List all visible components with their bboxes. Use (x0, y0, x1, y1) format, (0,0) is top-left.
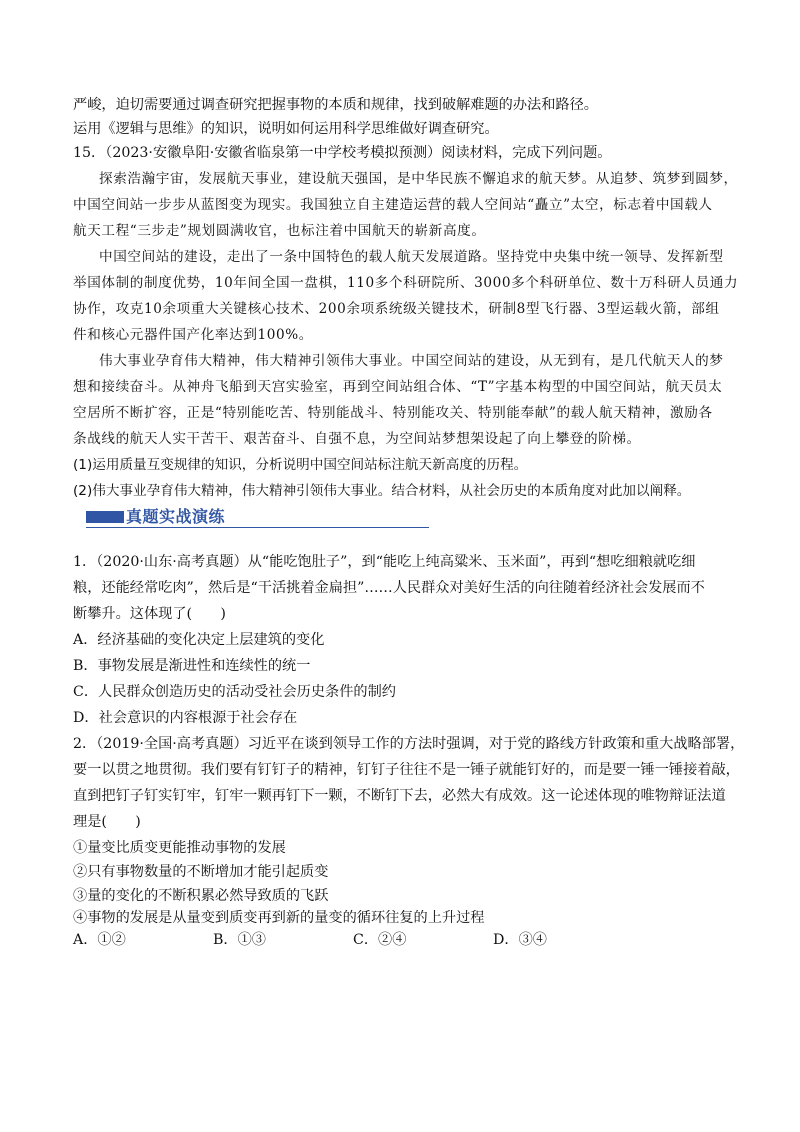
question-2-stem: 直到把钉子钉实钉牢，钉牢一颗再钉下一颗，不断钉下去，必然大有成效。这一论述体现的唯物辩证法道 (73, 788, 726, 804)
material-line: 件和核心元器件国产化率达到100%。 (73, 327, 313, 343)
question-1-stem: 粮，还能经常吃肉”，然后是“干活挑着金扁担”……人民群众对美好生活的向往随着经济社会发展而不 (73, 580, 705, 596)
material-line: 举国体制的制度优势，10年间全国一盘棋，110多个科研院所、3000多个科研单位、数十万科研人员通力 (73, 275, 739, 291)
question-2-stem: 理是( ) (73, 814, 141, 830)
material-line: 空居所不断扩容，正是“特别能吃苦、特别能战斗、特别能攻关、特别能奉献”的载人航天精神，激励各 (73, 405, 713, 421)
section-underline (86, 527, 429, 528)
sub-question: (2)伟大事业孕育伟大精神，伟大精神引领伟大事业。结合材料，从社会历史的本质角度对此加以阐释。 (73, 483, 691, 499)
question-2-stem: 要一以贯之地贯彻。我们要有钉钉子的精神，钉钉子往往不是一锤子就能钉好的，而是要一锤一锤接着敲， (73, 762, 740, 778)
section-heading (86, 506, 429, 530)
sub-question: (1)运用质量互变规律的知识，分析说明中国空间站标注航天新高度的历程。 (73, 457, 528, 473)
material-line: 条战线的航天人实干苦干、艰苦奋斗、自强不息，为空间站梦想架设起了向上攀登的阶梯。 (73, 431, 641, 447)
material-line: 探索浩瀚宇宙，发展航天事业，建设航天强国，是中华民族不懈追求的航天梦。从追梦、筑梦到圆梦， (99, 171, 738, 187)
question-1-stem: 1．（2020·山东·高考真题）从“能吃饱肚子”，到“能吃上纯高粱米、玉米面”，再到“想吃细粮就吃细 (73, 554, 696, 570)
section-heading-bar (86, 511, 124, 523)
option-d: D．社会意识的内容根源于社会存在 (73, 710, 298, 726)
material-line: 想和接续奋斗。从神舟飞船到天宫实验室，再到空间站组合体、“T”字基本构型的中国空间站，航天员太 (73, 379, 723, 395)
material-line: 伟大事业孕育伟大精神，伟大精神引领伟大事业。中国空间站的建设，从无到有，是几代航天人的梦 (99, 353, 724, 369)
question-2-options (73, 930, 673, 950)
question-15-header: 15．（2023·安徽阜阳·安徽省临泉第一中学校考模拟预测）阅读材料，完成下列问题。 (73, 145, 612, 161)
intro-line: 严峻，迫切需要通过调查研究把握事物的本质和规律，找到破解难题的办法和路径。 (73, 97, 598, 113)
material-line: 中国空间站的建设，走出了一条中国特色的载人航天发展道路。坚持党中央集中统一领导、发挥新型 (99, 249, 724, 265)
material-line: 中国空间站一步步从蓝图变为现实。我国独立自主建造运营的载人空间站“矗立”太空，标志着中国载人 (73, 197, 713, 213)
option-c: C．人民群众创造历史的活动受社会历史条件的制约 (73, 684, 396, 700)
material-line: 协作，攻克10余项重大关键核心技术、200余项系统级关键技术，研制8型飞行器、3型运载火箭，部组 (73, 301, 720, 317)
statement-1: ①量变比质变更能推动事物的发展 (73, 840, 286, 856)
option-d: D．③④ (493, 932, 547, 948)
material-line: 航天工程“三步走”规划圆满收官，也标注着中国航天的崭新高度。 (73, 223, 486, 239)
question-1-stem: 断攀升。这体现了( ) (73, 606, 226, 622)
statement-4: ④事物的发展是从量变到质变再到新的量变的循环往复的上升过程 (73, 910, 485, 926)
option-a: A．经济基础的变化决定上层建筑的变化 (73, 632, 325, 648)
option-c: C．②④ (353, 932, 407, 948)
intro-line: 运用《逻辑与思维》的知识，说明如何运用科学思维做好调查研究。 (73, 121, 499, 137)
option-a: A．①② (73, 932, 126, 948)
option-b: B．事物发展是渐进性和连续性的统一 (73, 658, 311, 674)
question-2-stem: 2．（2019·全国·高考真题）习近平在谈到领导工作的方法时强调，对于党的路线方针政策和重大战略部署， (73, 736, 745, 752)
option-b: B．①③ (213, 932, 266, 948)
statement-2: ②只有事物数量的不断增加才能引起质变 (73, 864, 329, 880)
section-title: 真题实战演练 (126, 507, 226, 526)
statement-3: ③量的变化的不断积累必然导致质的飞跃 (73, 888, 329, 904)
